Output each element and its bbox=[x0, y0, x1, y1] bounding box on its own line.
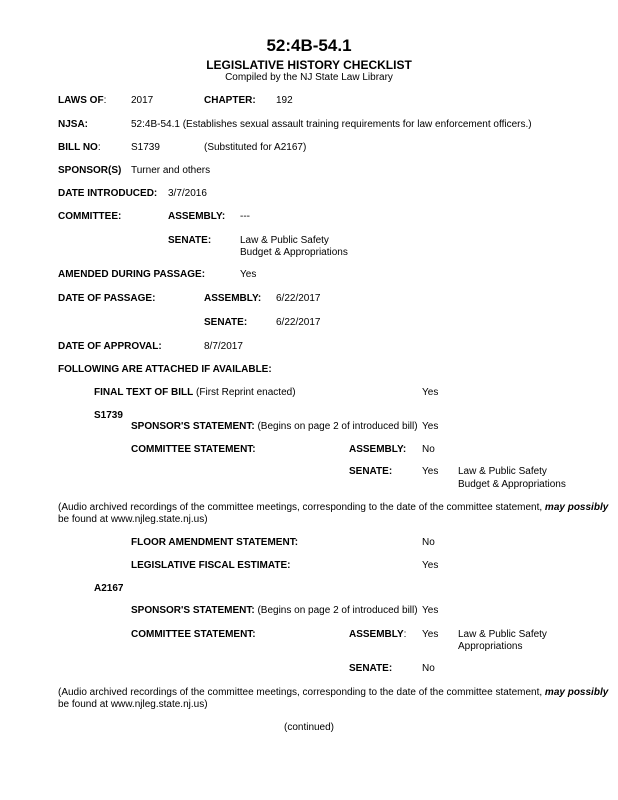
bill-no-label: BILL NO: bbox=[58, 142, 101, 153]
s1739-senate-committee-2: Budget & Appropriations bbox=[458, 479, 566, 490]
floor-amendment-value: No bbox=[422, 537, 435, 548]
laws-of-label: LAWS OF: bbox=[58, 95, 107, 106]
committee-senate-label: SENATE: bbox=[168, 235, 212, 246]
chapter-value: 192 bbox=[276, 95, 293, 106]
a2167-assembly-committee-1: Law & Public Safety bbox=[458, 629, 547, 640]
chapter-label: CHAPTER: bbox=[204, 95, 256, 106]
s1739-committee-senate-label: SENATE: bbox=[349, 466, 393, 477]
final-text-value: Yes bbox=[422, 387, 439, 398]
committee-assembly-label: ASSEMBLY: bbox=[168, 211, 226, 222]
s1739-committee-assembly-label: ASSEMBLY: bbox=[349, 444, 407, 455]
continued-note: (continued) bbox=[283, 722, 335, 733]
committee-assembly-value: --- bbox=[240, 211, 250, 222]
s1739-bill-label: S1739 bbox=[94, 410, 123, 421]
final-text-label: FINAL TEXT OF BILL (First Reprint enacted) bbox=[94, 387, 296, 398]
page-title: LEGISLATIVE HISTORY CHECKLIST bbox=[206, 58, 412, 72]
a2167-committee-senate-value: No bbox=[422, 663, 435, 674]
a2167-bill-label: A2167 bbox=[94, 583, 124, 594]
audio-note-2-line2: be found at www.njleg.state.nj.us) bbox=[58, 699, 208, 710]
a2167-sponsor-statement: SPONSOR'S STATEMENT: (Begins on page 2 of introduced bill) bbox=[131, 605, 418, 616]
s1739-committee-assembly-value: No bbox=[422, 444, 435, 455]
audio-note-2-line1: (Audio archived recordings of the committee meetings, corresponding to the date of the committee statement, may possibly bbox=[58, 687, 609, 698]
a2167-committee-statement-label: COMMITTEE STATEMENT: bbox=[131, 629, 256, 640]
committee-senate-value-1: Law & Public Safety bbox=[240, 235, 329, 246]
attached-heading: FOLLOWING ARE ATTACHED IF AVAILABLE: bbox=[58, 364, 272, 375]
fiscal-estimate-label: LEGISLATIVE FISCAL ESTIMATE: bbox=[131, 560, 291, 571]
a2167-committee-assembly-label: ASSEMBLY: bbox=[349, 629, 407, 640]
approval-label: DATE OF APPROVAL: bbox=[58, 341, 162, 352]
s1739-sponsor-statement-value: Yes bbox=[422, 421, 439, 432]
date-introduced-value: 3/7/2016 bbox=[168, 188, 207, 199]
amended-value: Yes bbox=[240, 269, 257, 280]
passage-assembly-label: ASSEMBLY: bbox=[204, 293, 262, 304]
approval-value: 8/7/2017 bbox=[204, 341, 243, 352]
passage-senate-label: SENATE: bbox=[204, 317, 248, 328]
a2167-committee-assembly-value: Yes bbox=[422, 629, 439, 640]
statute-title: 52:4B-54.1 bbox=[266, 36, 352, 55]
njsa-value: 52:4B-54.1 (Establishes sexual assault training requirements for law enforcement officers.) bbox=[131, 119, 532, 130]
floor-amendment-label: FLOOR AMENDMENT STATEMENT: bbox=[131, 537, 299, 548]
s1739-sponsor-statement: SPONSOR'S STATEMENT: (Begins on page 2 of introduced bill) bbox=[131, 421, 418, 432]
audio-note-line2: be found at www.njleg.state.nj.us) bbox=[58, 514, 208, 525]
a2167-sponsor-statement-value: Yes bbox=[422, 605, 439, 616]
committee-senate-value-2: Budget & Appropriations bbox=[240, 247, 348, 258]
passage-label: DATE OF PASSAGE: bbox=[58, 293, 156, 304]
compiled-by: Compiled by the NJ State Law Library bbox=[225, 72, 393, 83]
date-introduced-label: DATE INTRODUCED: bbox=[58, 188, 158, 199]
bill-no-note: (Substituted for A2167) bbox=[204, 142, 307, 153]
sponsors-label: SPONSOR(S) bbox=[58, 165, 122, 176]
njsa-label: NJSA: bbox=[58, 119, 89, 130]
laws-of-year: 2017 bbox=[131, 95, 154, 106]
s1739-committee-senate-value: Yes bbox=[422, 466, 439, 477]
bill-no-value: S1739 bbox=[131, 142, 160, 153]
a2167-assembly-committee-2: Appropriations bbox=[458, 641, 523, 652]
fiscal-estimate-value: Yes bbox=[422, 560, 439, 571]
passage-senate-value: 6/22/2017 bbox=[276, 317, 321, 328]
s1739-senate-committee-1: Law & Public Safety bbox=[458, 466, 547, 477]
passage-assembly-value: 6/22/2017 bbox=[276, 293, 321, 304]
audio-note-line1: (Audio archived recordings of the committee meetings, corresponding to the date of the committee statement, may possibly bbox=[58, 502, 609, 513]
sponsors-value: Turner and others bbox=[131, 165, 211, 176]
committee-label: COMMITTEE: bbox=[58, 211, 122, 222]
amended-label: AMENDED DURING PASSAGE: bbox=[58, 269, 206, 280]
a2167-committee-senate-label: SENATE: bbox=[349, 663, 393, 674]
s1739-committee-statement-label: COMMITTEE STATEMENT: bbox=[131, 444, 256, 455]
